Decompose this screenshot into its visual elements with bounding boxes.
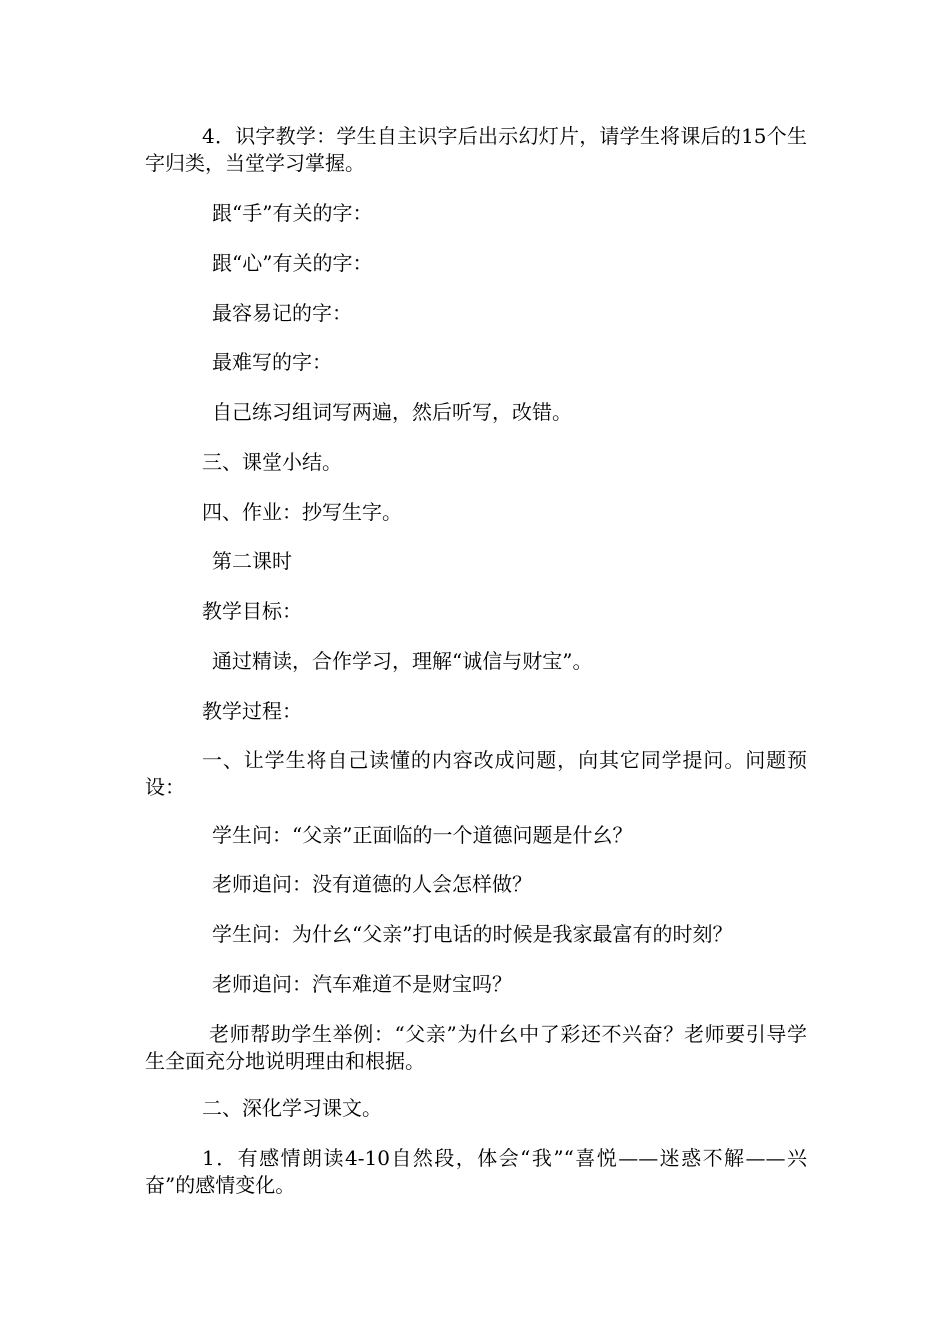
heading-class-summary: 三、课堂小结。 <box>202 450 342 474</box>
heading-homework: 四、作业：抄写生字。 <box>202 500 402 524</box>
paragraph-teacher-followup-1: 老师追问：没有道德的人会怎样做？ <box>212 872 532 896</box>
paragraph-student-questions: 一、让学生将自己读懂的内容改成问题，向其它同学提问。问题预设： <box>145 748 807 799</box>
heading-deepen-study: 二、深化学习课文。 <box>202 1096 382 1120</box>
paragraph-heart-characters: 跟“心”有关的字： <box>212 251 373 275</box>
paragraph-teacher-followup-2: 老师追问：汽车难道不是财宝吗？ <box>212 972 512 996</box>
paragraph-student-question-2: 学生问：为什幺“父亲”打电话的时候是我家最富有的时刻？ <box>212 922 733 946</box>
paragraph-literacy-teaching: 4．识字教学：学生自主识字后出示幻灯片，请学生将课后的15个生字归类，当堂学习掌握。 <box>145 124 807 175</box>
heading-second-lesson: 第二课时 <box>212 549 292 573</box>
paragraph-hand-characters: 跟“手”有关的字： <box>212 201 373 225</box>
paragraph-practice-dictation: 自己练习组词写两遍，然后听写，改错。 <box>212 400 572 424</box>
paragraph-goal-description: 通过精读，合作学习，理解“诚信与财宝”。 <box>212 649 593 673</box>
paragraph-hardest-characters: 最难写的字： <box>212 350 332 374</box>
heading-teaching-goals: 教学目标： <box>202 599 302 623</box>
heading-teaching-process: 教学过程： <box>202 699 302 723</box>
paragraph-easiest-characters: 最容易记的字： <box>212 301 352 325</box>
paragraph-student-question-1: 学生问：“父亲”正面临的一个道德问题是什幺？ <box>212 823 633 847</box>
paragraph-emotional-reading: 1．有感情朗读4-10自然段，体会“我”“喜悦——迷惑不解——兴奋”的感情变化。 <box>145 1146 807 1197</box>
paragraph-teacher-example: 老师帮助学生举例：“父亲”为什幺中了彩还不兴奋？老师要引导学生全面充分地说明理由和根据。 <box>145 1022 807 1073</box>
